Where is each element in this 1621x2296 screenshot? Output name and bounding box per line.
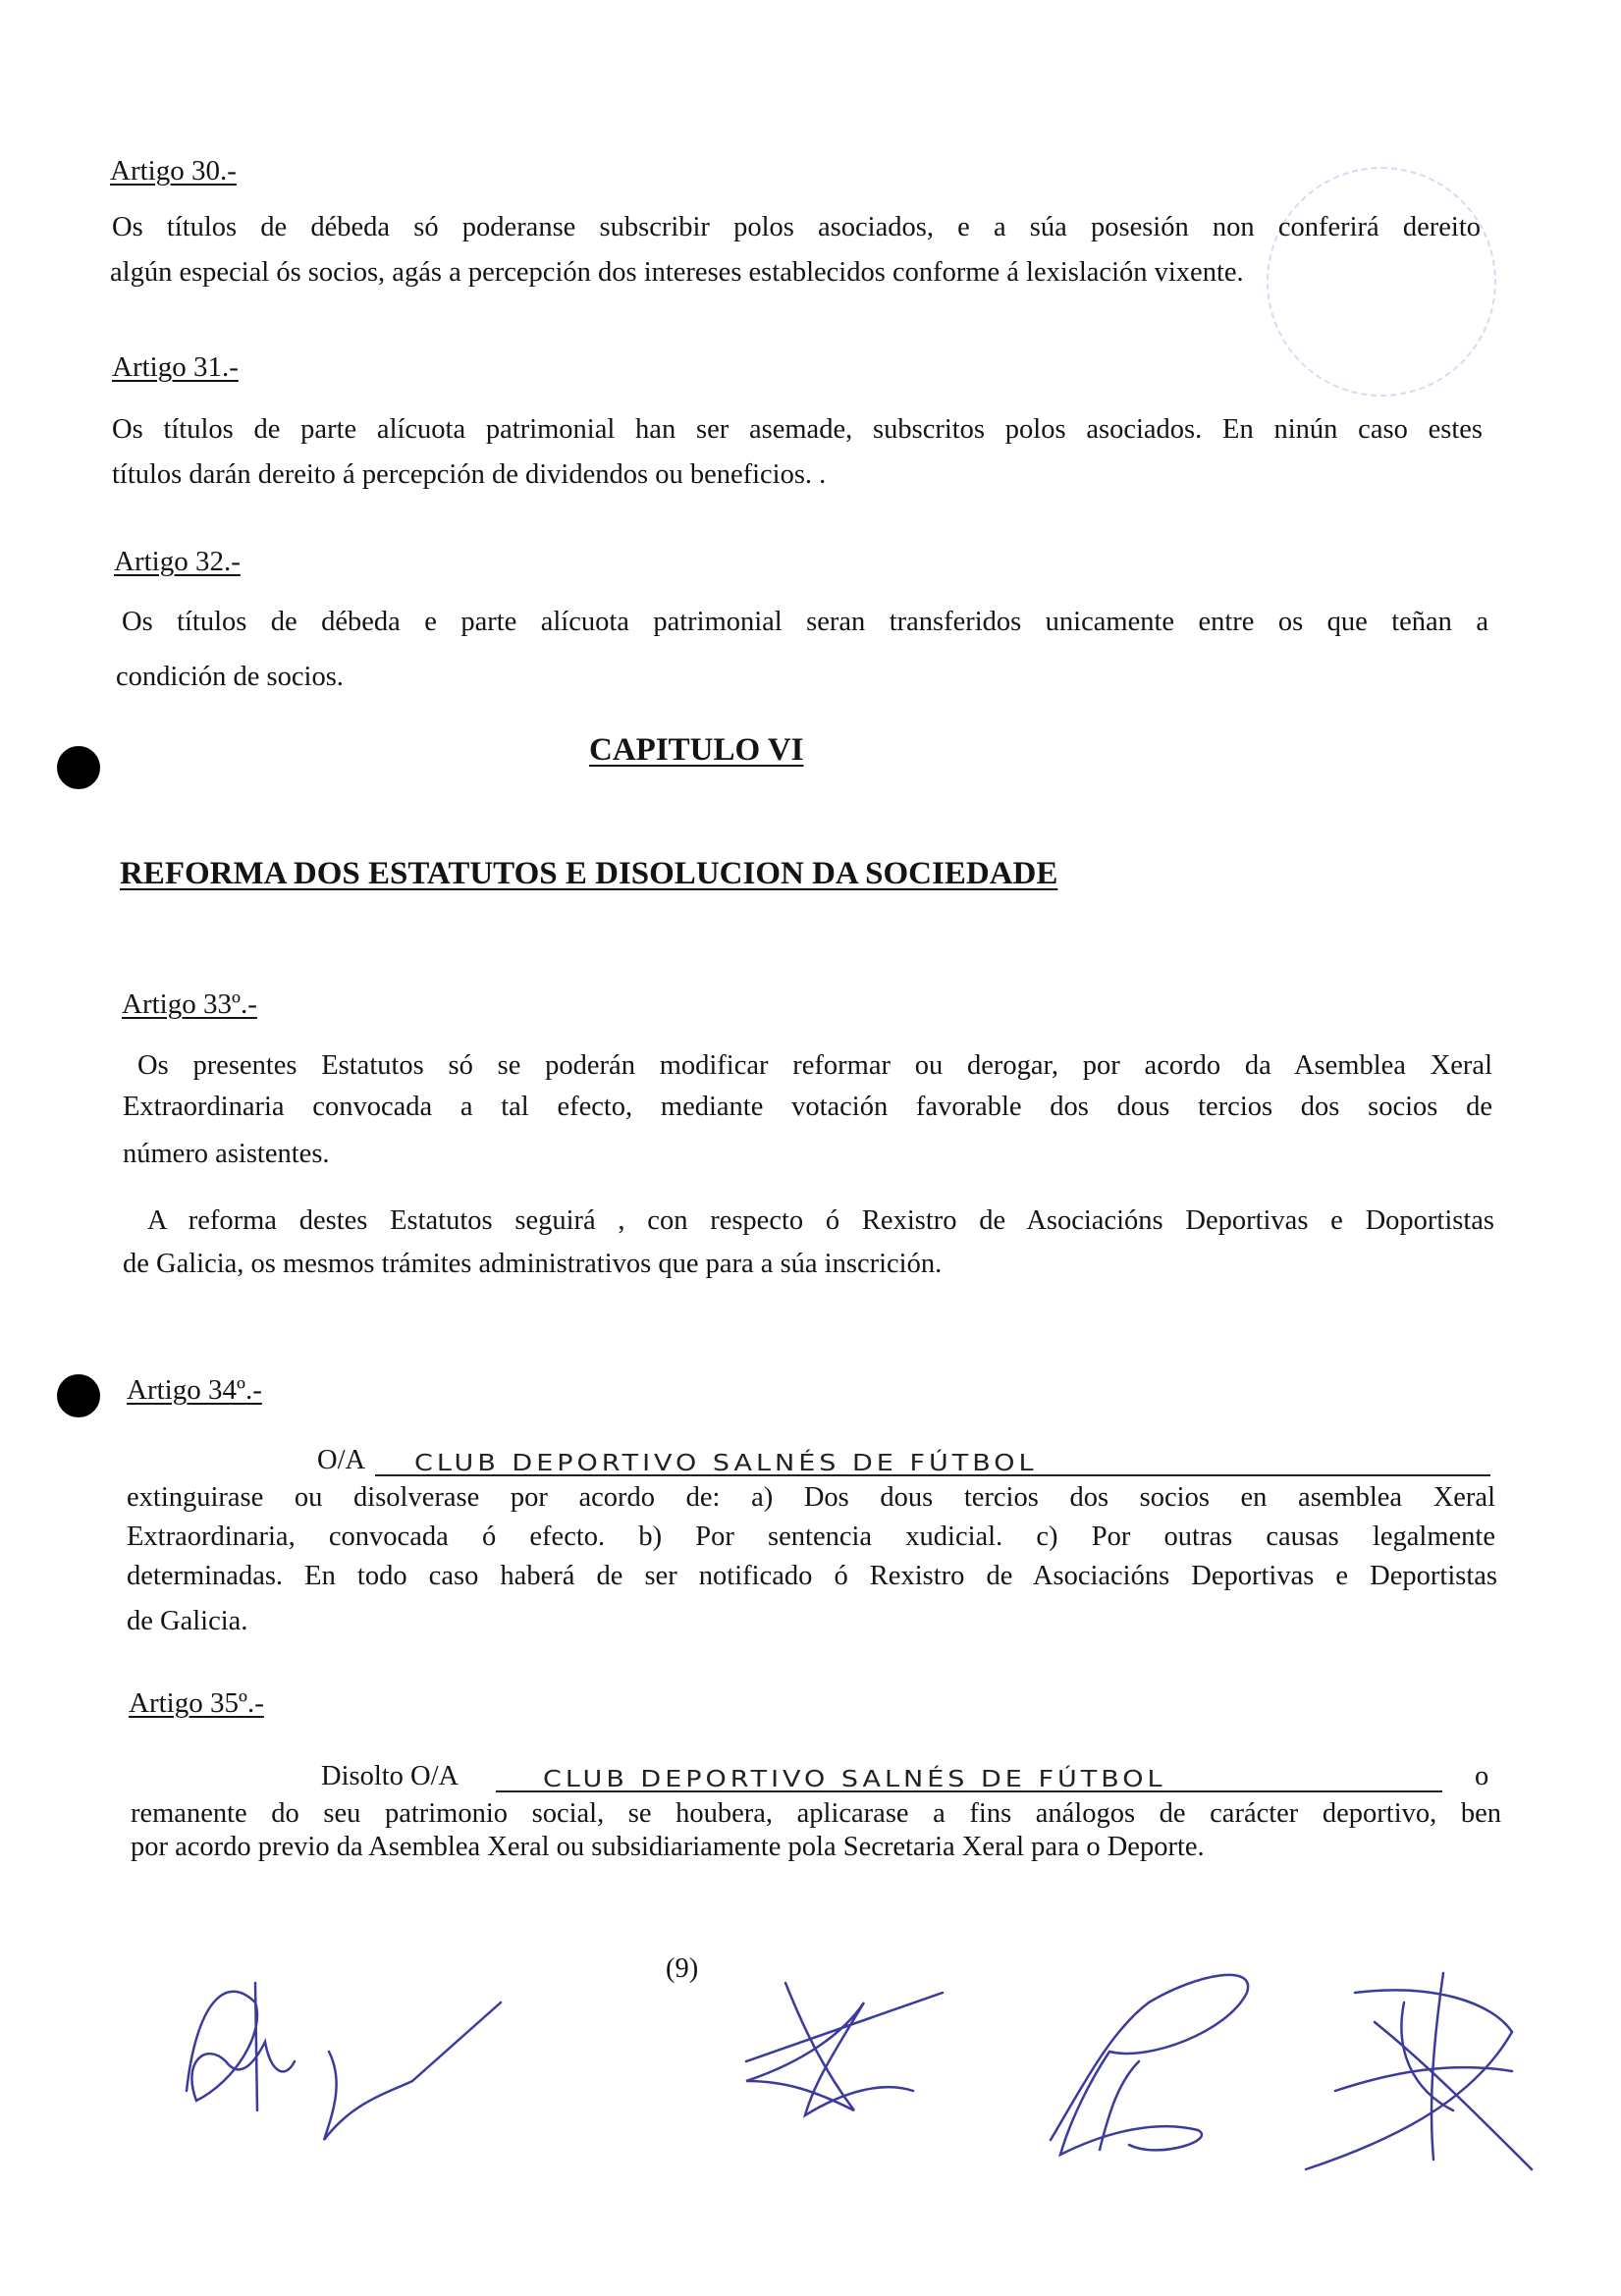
punch-hole-mark [57, 746, 100, 789]
artigo-34-line: Extraordinaria, convocada ó efecto. b) Por sentencia xudicial. c) Por outras causas legalmente [127, 1522, 1495, 1552]
artigo-34-line: extinguirase ou disolverase por acordo de: a) Dos dous tercios dos socios en asemblea Xeral [127, 1482, 1495, 1513]
signature-4 [1306, 1973, 1532, 2169]
signatures [0, 1944, 1621, 2258]
artigo-35-line: remanente do seu patrimonio social, se houbera, aplicarase a fins análogos de carácter deportivo, ben [131, 1798, 1501, 1829]
artigo-35-line: por acordo previo da Asemblea Xeral ou subsidiariamente pola Secretaria Xeral para o Deporte. [131, 1832, 1205, 1862]
artigo-34-prefix: O/A [317, 1445, 366, 1475]
chapter-title: REFORMA DOS ESTATUTOS E DISOLUCION DA SOCIEDADE [120, 856, 1058, 891]
artigo-30-line: Os títulos de débeda só poderanse subscribir polos asociados, e a súa posesión non conferirá dereito [112, 212, 1481, 242]
chapter-number: CAPITULO VI [589, 732, 804, 768]
artigo-33-heading: Artigo 33º.- [122, 988, 257, 1020]
artigo-34-line: determinadas. En todo caso haberá de ser notificado ó Rexistro de Asociacións Deportivas e Deportistas [127, 1561, 1497, 1591]
artigo-33-line: número asistentes. [123, 1139, 330, 1169]
artigo-33-line: de Galicia, os mesmos trámites administrativos que para a súa inscrición. [123, 1249, 943, 1279]
artigo-33-line: Os presentes Estatutos só se poderán modificar reformar ou derogar, por acordo da Asemblea Xeral [137, 1050, 1492, 1081]
club-name-handwritten: CLUB DEPORTIVO SALNÉS DE FÚTBOL [543, 1766, 1166, 1792]
artigo-32-line: condición de socios. [116, 662, 344, 692]
punch-hole-mark [57, 1374, 100, 1417]
club-name-field [496, 1757, 1442, 1792]
page-number: (9) [666, 1953, 699, 1984]
artigo-30-heading: Artigo 30.- [110, 155, 237, 187]
artigo-34-heading: Artigo 34º.- [127, 1374, 262, 1406]
artigo-35-heading: Artigo 35º.- [129, 1687, 264, 1719]
artigo-35-suffix: o [1475, 1761, 1489, 1791]
club-name-handwritten: CLUB DEPORTIVO SALNÉS DE FÚTBOL [414, 1450, 1038, 1476]
artigo-31-line: Os títulos de parte alícuota patrimonial han ser asemade, subscritos polos asociados. En ninún caso estes [112, 414, 1483, 445]
artigo-33-line: A reforma destes Estatutos seguirá , con respecto ó Rexistro de Asociacións Deportivas e Doportistas [147, 1205, 1494, 1236]
artigo-31-heading: Artigo 31.- [112, 351, 239, 383]
faint-stamp [1267, 167, 1496, 397]
signature-3 [1051, 1975, 1248, 2155]
artigo-33-line: Extraordinaria convocada a tal efecto, mediante votación favorable dos dous tercios dos socios de [123, 1092, 1492, 1122]
signature-2 [746, 1983, 943, 2115]
artigo-30-line: algún especial ós socios, agás a percepción dos intereses establecidos conforme á lexislación vixente. [110, 257, 1244, 288]
artigo-32-heading: Artigo 32.- [114, 546, 241, 577]
club-name-field [375, 1441, 1490, 1476]
artigo-31-line: títulos darán dereito á percepción de dividendos ou beneficios. . [112, 459, 827, 490]
artigo-35-prefix: Disolto O/A [321, 1761, 459, 1791]
artigo-34-line: de Galicia. [127, 1606, 248, 1636]
artigo-32-line: Os títulos de débeda e parte alícuota patrimonial seran transferidos unicamente entre os que teñan a [122, 607, 1488, 637]
signature-1 [187, 1983, 501, 2140]
